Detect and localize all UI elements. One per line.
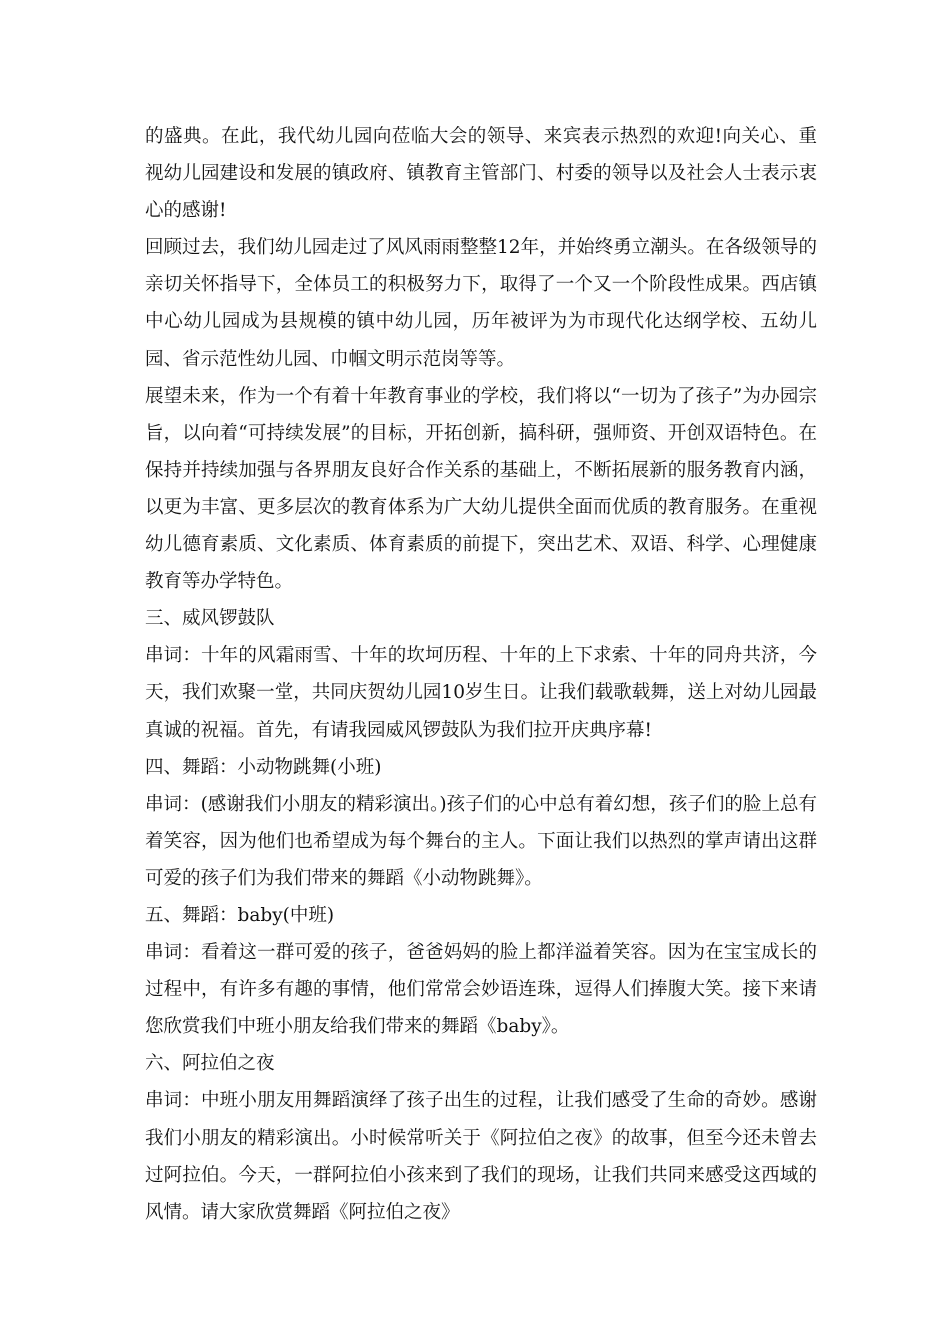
paragraph-arabian-night-script: 串词：中班小朋友用舞蹈演绎了孩子出生的过程，让我们感受了生命的奇妙。感谢我们小朋友的精彩演出。小时候常听关于《阿拉伯之夜》的故事，但至今还未曾去过阿拉伯。今天，一群阿拉伯小孩来到了我们的现场，让我们共同来感受这西域的风情。请大家欣赏舞蹈《阿拉伯之夜》 (145, 1090, 817, 1223)
paragraph-animal-dance-script: 串词：(感谢我们小朋友的精彩演出。)孩子们的心中总有着幻想，孩子们的脸上总有着笑容，因为他们也希望成为每个舞台的主人。下面让我们以热烈的掌声请出这群可爱的孩子们为我们带来的舞蹈《小动物跳舞》。 (145, 793, 817, 889)
section-heading-drum-team: 三、威风锣鼓队 (145, 608, 275, 630)
section-heading-arabian-night: 六、阿拉伯之夜 (145, 1053, 275, 1075)
section-heading-baby-dance: 五、舞蹈：baby(中班) (145, 904, 335, 926)
paragraph-welcome: 的盛典。在此，我代幼儿园向莅临大会的领导、来宾表示热烈的欢迎!向关心、重视幼儿园建设和发展的镇政府、镇教育主管部门、村委的领导以及社会人士表示衷心的感谢! (145, 126, 817, 222)
section-heading-animal-dance: 四、舞蹈：小动物跳舞(小班) (145, 756, 382, 778)
paragraph-drum-team-script: 串词：十年的风霜雨雪、十年的坎坷历程、十年的上下求索、十年的同舟共济，今天，我们欢聚一堂，共同庆贺幼儿园10岁生日。让我们载歌载舞，送上对幼儿园最真诚的祝福。首先，有请我园威风锣鼓队为我们拉开庆典序幕! (145, 645, 817, 741)
paragraph-outlook: 展望未来，作为一个有着十年教育事业的学校，我们将以“一切为了孩子”为办园宗旨，以向着“可持续发展”的目标，开拓创新，搞科研，强师资、开创双语特色。在保持并持续加强与各界朋友良好合作关系的基础上，不断拓展新的服务教育内涵，以更为丰富、更多层次的教育体系为广大幼儿提供全面而优质的教育服务。在重视幼儿德育素质、文化素质、体育素质的前提下，突出艺术、双语、科学、心理健康教育等办学特色。 (145, 385, 817, 593)
paragraph-review: 回顾过去，我们幼儿园走过了风风雨雨整整12年，并始终勇立潮头。在各级领导的亲切关怀指导下，全体员工的积极努力下，取得了一个又一个阶段性成果。西店镇中心幼儿园成为县规模的镇中幼儿园，历年被评为为市现代化达纲学校、五幼儿园、省示范性幼儿园、巾帼文明示范岗等等。 (145, 237, 817, 370)
paragraph-baby-dance-script: 串词：看着这一群可爱的孩子，爸爸妈妈的脸上都洋溢着笑容。因为在宝宝成长的过程中，有许多有趣的事情，他们常常会妙语连珠，逗得人们捧腹大笑。接下来请您欣赏我们中班小朋友给我们带来的舞蹈《baby》。 (145, 942, 817, 1038)
document-body (145, 118, 817, 1231)
